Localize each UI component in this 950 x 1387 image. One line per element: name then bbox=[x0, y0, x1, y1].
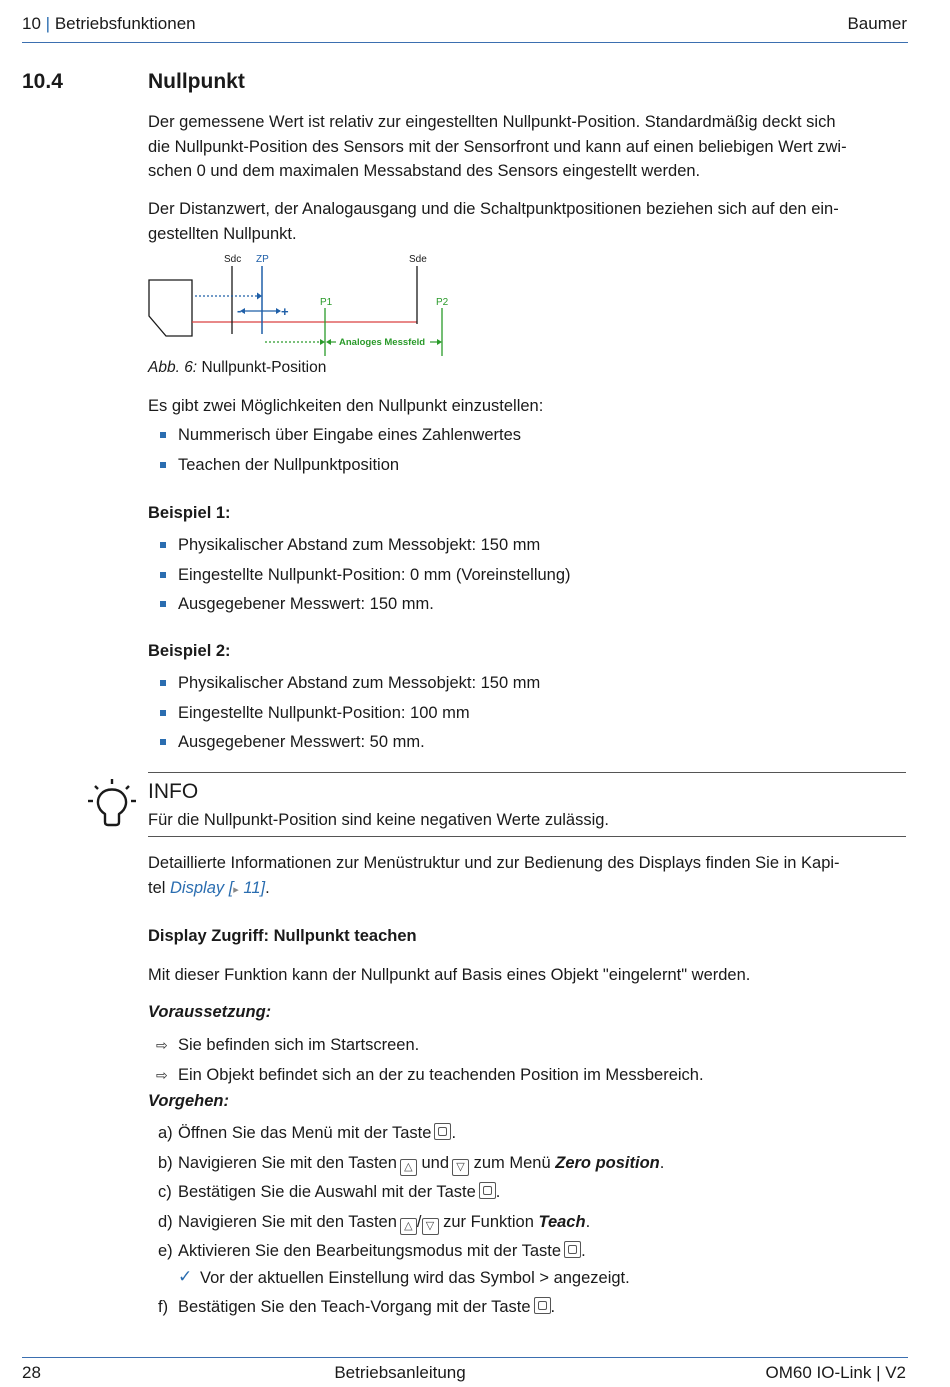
detail-line-2: tel Display [▸ 11]. bbox=[148, 878, 270, 897]
section-title: Nullpunkt bbox=[148, 70, 245, 93]
intro-paragraph-1 bbox=[148, 110, 900, 184]
arrow-right-icon: ⇨ bbox=[156, 1037, 168, 1053]
step-d: d) Navigieren Sie mit den Tasten △ / ▽ zur Funktion Teach. bbox=[158, 1210, 898, 1240]
intro-line: die Nullpunkt-Position des Sensors mit der Sensorfront und kann auf einen beliebigen Wert zwi- bbox=[148, 137, 847, 156]
display-access-text: Mit dieser Funktion kann der Nullpunkt auf Basis eines Objekt "eingelernt" werden. bbox=[148, 966, 751, 984]
plus-label: + bbox=[281, 304, 289, 319]
zp-label: ZP bbox=[256, 254, 269, 265]
chapter-number: 10 bbox=[22, 14, 41, 33]
example-1-title: Beispiel 1: bbox=[148, 504, 231, 522]
chapter-title: Betriebsfunktionen bbox=[54, 14, 196, 33]
info-title: INFO bbox=[148, 780, 199, 803]
p2-label: P2 bbox=[436, 297, 449, 308]
footer-rule bbox=[22, 1357, 908, 1358]
minus-label: - bbox=[237, 303, 242, 318]
procedure-title: Vorgehen: bbox=[148, 1092, 229, 1110]
list-item: Ausgegebener Messwert: 150 mm. bbox=[158, 592, 900, 622]
p1-label: P1 bbox=[320, 297, 333, 308]
checkmark-icon: ✓ bbox=[178, 1267, 193, 1286]
header-chapter bbox=[22, 14, 196, 34]
example-2-title: Beispiel 2: bbox=[148, 642, 231, 660]
intro-line: Der gemessene Wert ist relativ zur eingestellten Nullpunkt-Position. Standardmäßig deckt sich bbox=[148, 113, 836, 131]
step-a: a) Öffnen Sie das Menü mit der Taste . bbox=[158, 1124, 457, 1142]
intro-line: Der Distanzwert, der Analogausgang und die Schaltpunktpositionen beziehen sich auf den ein- bbox=[148, 200, 839, 218]
options-intro: Es gibt zwei Möglichkeiten den Nullpunkt einzustellen: bbox=[148, 397, 544, 415]
menu-key-icon bbox=[479, 1182, 496, 1199]
display-access-title: Display Zugriff: Nullpunkt teachen bbox=[148, 927, 417, 945]
intro-paragraph-2 bbox=[148, 197, 900, 246]
sdc-label: Sdc bbox=[224, 254, 242, 265]
header-separator: | bbox=[45, 14, 51, 33]
detail-paragraph bbox=[148, 851, 900, 902]
example-1-list bbox=[158, 533, 900, 622]
prereq-list bbox=[158, 1033, 898, 1092]
footer-doc-type: Betriebsanleitung bbox=[334, 1363, 466, 1382]
arrowhead bbox=[437, 339, 442, 345]
list-item: Eingestellte Nullpunkt-Position: 100 mm bbox=[158, 701, 900, 731]
arrow-right-icon: ⇨ bbox=[156, 1066, 168, 1083]
step-c: c) Bestätigen Sie die Auswahl mit der Taste . bbox=[158, 1183, 501, 1201]
down-key-icon: ▽ bbox=[452, 1159, 469, 1176]
list-item: Physikalischer Abstand zum Messobjekt: 150 mm bbox=[158, 533, 900, 563]
lightbulb-icon bbox=[86, 778, 140, 832]
menu-key-icon bbox=[564, 1241, 581, 1258]
list-item: Teachen der Nullpunktposition bbox=[158, 453, 900, 483]
list-item: Ausgegebener Messwert: 50 mm. bbox=[158, 730, 900, 760]
menu-key-icon bbox=[534, 1297, 551, 1314]
info-text: Für die Nullpunkt-Position sind keine negativen Werte zulässig. bbox=[148, 811, 610, 829]
caption-text: Nullpunkt-Position bbox=[201, 359, 327, 376]
list-item: Physikalischer Abstand zum Messobjekt: 150 mm bbox=[158, 671, 900, 701]
header-brand: Baumer bbox=[847, 14, 907, 33]
list-item: Eingestellte Nullpunkt-Position: 0 mm (Voreinstellung) bbox=[158, 563, 900, 593]
sensor-housing bbox=[149, 280, 192, 336]
list-item: Nummerisch über Eingabe eines Zahlenwertes bbox=[158, 423, 900, 453]
prereq-title: Voraussetzung: bbox=[148, 1003, 272, 1021]
zero-point-diagram bbox=[140, 248, 470, 360]
step-b: b) Navigieren Sie mit den Tasten △ und ▽ zum Menü Zero position. bbox=[158, 1151, 898, 1181]
page-ref-arrow-icon: ▸ bbox=[233, 883, 239, 896]
example-2-list bbox=[158, 671, 900, 760]
menu-key-icon bbox=[434, 1123, 451, 1140]
up-key-icon: △ bbox=[400, 1218, 417, 1235]
footer-product: OM60 IO-Link | V2 bbox=[765, 1363, 906, 1382]
figure-caption bbox=[148, 359, 326, 377]
display-chapter-link[interactable]: Display [▸ 11] bbox=[170, 878, 266, 897]
list-item: ⇨ Ein Objekt befindet sich an der zu teachenden Position im Messbereich. bbox=[158, 1063, 898, 1093]
list-item: ⇨ Sie befinden sich im Startscreen. bbox=[158, 1033, 898, 1063]
procedure-steps bbox=[158, 1121, 898, 1325]
intro-line: gestellten Nullpunkt. bbox=[148, 224, 297, 243]
options-list bbox=[158, 423, 900, 482]
step-e: e) Aktivieren Sie den Bearbeitungsmodus mit der Taste . bbox=[158, 1242, 586, 1260]
sde-label: Sde bbox=[409, 254, 427, 265]
info-top-rule bbox=[148, 772, 906, 773]
step-e-result: ✓ Vor der aktuellen Einstellung wird das Symbol > angezeigt. bbox=[178, 1267, 630, 1287]
detail-line: Detaillierte Informationen zur Menüstruktur und zur Bedienung des Displays finden Sie in Kapi- bbox=[148, 854, 840, 872]
page-number: 28 bbox=[22, 1363, 41, 1382]
section-number: 10.4 bbox=[22, 70, 63, 93]
arrowhead bbox=[320, 339, 325, 345]
header-rule bbox=[22, 42, 908, 43]
caption-prefix: Abb. 6: bbox=[148, 359, 198, 376]
step-f: f) Bestätigen Sie den Teach-Vorgang mit der Taste . bbox=[158, 1298, 556, 1316]
analog-field-label: Analoges Messfeld bbox=[339, 337, 426, 348]
down-key-icon: ▽ bbox=[422, 1218, 439, 1235]
up-key-icon: △ bbox=[400, 1159, 417, 1176]
intro-line: schen 0 und dem maximalen Messabstand des Sensors eingestellt werden. bbox=[148, 162, 701, 180]
info-bottom-rule bbox=[148, 836, 906, 837]
